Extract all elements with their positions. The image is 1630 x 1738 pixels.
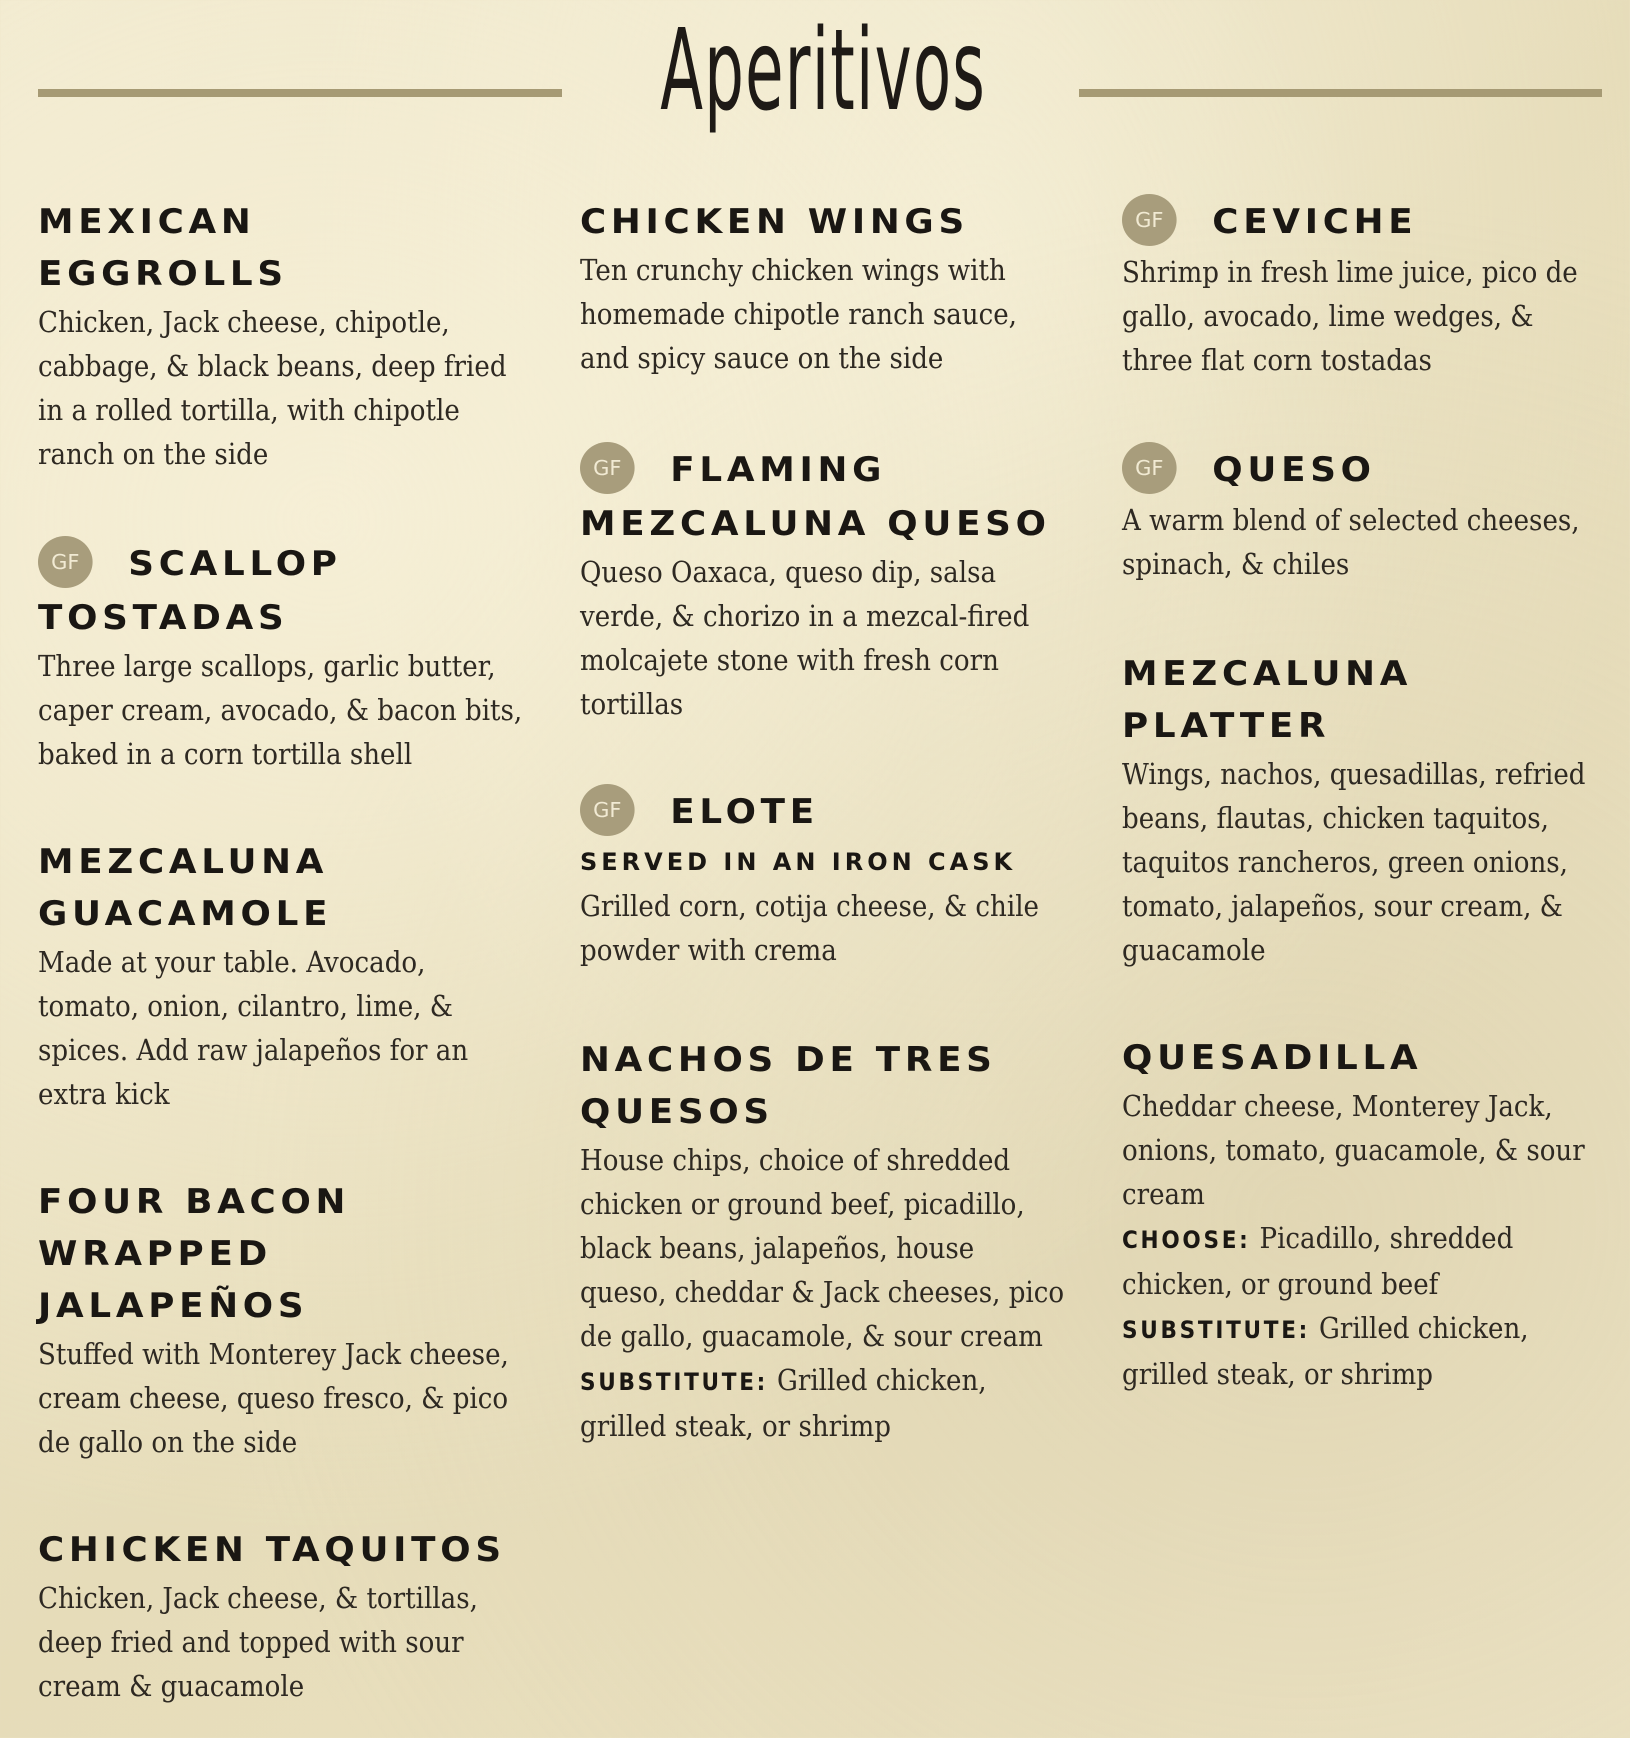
menu-item-quesadilla xyxy=(1122,1032,1612,1396)
menu-item-chicken-wings xyxy=(580,196,1070,380)
menu-item-nachos-de-tres-quesos xyxy=(580,1034,1070,1448)
menu-item-bacon-wrapped-jalapenos xyxy=(38,1176,528,1464)
item-description: Stuffed with Monterey Jack cheese, cream cheese, queso fresco, & pico de gallo on the side xyxy=(38,1337,509,1459)
item-name: MEXICAN EGGROLLS xyxy=(38,202,288,294)
section-title: Aperitivos xyxy=(660,6,987,136)
header-rule-left xyxy=(38,89,562,97)
item-description: House chips, choice of shredded chicken or ground beef, picadillo, black beans, jalapeños, house queso, cheddar & Jack cheeses, pico de gallo, guacamole, & sour cream xyxy=(580,1143,1065,1353)
menu-item-mezcaluna-platter xyxy=(1122,648,1612,972)
menu-item-chicken-taquitos xyxy=(38,1524,528,1708)
item-name: QUESADILLA xyxy=(1122,1038,1423,1078)
item-name: GF ELOTE xyxy=(580,786,1095,840)
note-text: Picadillo, shredded chicken, or ground beef xyxy=(1122,1221,1514,1301)
gluten-free-badge-icon: GF xyxy=(580,442,635,494)
menu-item-ceviche xyxy=(1122,196,1612,382)
item-description: Grilled corn, cotija cheese, & chile powder with crema xyxy=(580,888,1039,967)
menu-item-queso xyxy=(1122,444,1612,586)
item-substitute-note xyxy=(1122,1306,1608,1396)
item-name: GF FLAMING MEZCALUNA QUESO xyxy=(580,444,1095,550)
item-name: FOUR BACON WRAPPED JALAPEÑOS xyxy=(38,1182,351,1326)
item-description: Cheddar cheese, Monterey Jack, onions, tomato, guacamole, & sour cream xyxy=(1122,1089,1585,1211)
item-description: Chicken, Jack cheese, & tortillas, deep fried and topped with sour cream & guacamole xyxy=(38,1581,478,1703)
item-name: CHICKEN WINGS xyxy=(580,202,969,242)
item-name: MEZCALUNA GUACAMOLE xyxy=(38,842,333,934)
menu-item-mezcaluna-guacamole xyxy=(38,836,528,1116)
item-name: NACHOS DE TRES QUESOS xyxy=(580,1040,997,1132)
gluten-free-badge-icon: GF xyxy=(38,536,93,588)
item-description: Three large scallops, garlic butter, caper cream, avocado, & bacon bits, baked in a corn tortilla shell xyxy=(38,648,523,771)
gluten-free-badge-icon: GF xyxy=(1122,194,1177,246)
item-description: Wings, nachos, quesadillas, refried beans, flautas, chicken taquitos, taquitos rancheros, green onions, tomato, jalapeños, sour cream, & guacamole xyxy=(1122,757,1586,967)
menu-header xyxy=(0,0,1630,150)
menu-item-scallop-tostadas xyxy=(38,538,528,776)
header-rule-right xyxy=(1079,89,1602,97)
item-name: CHICKEN TAQUITOS xyxy=(38,1530,506,1570)
menu-item-elote xyxy=(580,786,1070,972)
note-label: SUBSTITUTE: xyxy=(1122,1316,1310,1344)
item-subtitle: SERVED IN AN IRON CASK xyxy=(580,847,1017,876)
item-description: A warm blend of selected cheeses, spinach, & chiles xyxy=(1122,502,1580,581)
item-name: GF SCALLOP TOSTADAS xyxy=(38,538,553,644)
item-name: GF CEVICHE xyxy=(1122,196,1630,250)
item-description: Made at your table. Avocado, tomato, onion, cilantro, lime, & spices. Add raw jalapeños for an extra kick xyxy=(38,945,469,1111)
note-label: SUBSTITUTE: xyxy=(580,1368,768,1396)
item-description: Chicken, Jack cheese, chipotle, cabbage, & black beans, deep fried in a rolled tortilla, with chipotle ranch on the side xyxy=(38,305,507,471)
item-choose-note xyxy=(1122,1216,1608,1306)
gluten-free-badge-icon: GF xyxy=(580,784,635,836)
menu-item-mexican-eggrolls xyxy=(38,196,528,476)
note-text: Grilled chicken, grilled steak, or shrimp xyxy=(1122,1311,1529,1391)
menu-item-flaming-mezcaluna-queso xyxy=(580,444,1070,726)
note-text: Grilled chicken, grilled steak, or shrimp xyxy=(580,1363,987,1443)
item-name: GF QUESO xyxy=(1122,444,1630,498)
note-label: CHOOSE: xyxy=(1122,1226,1251,1254)
item-description: Shrimp in fresh lime juice, pico de gallo, avocado, lime wedges, & three flat corn tostadas xyxy=(1122,254,1578,377)
gluten-free-badge-icon: GF xyxy=(1122,442,1177,494)
item-description: Ten crunchy chicken wings with homemade chipotle ranch sauce, and spicy sauce on the side xyxy=(580,253,1017,375)
item-description: Queso Oaxaca, queso dip, salsa verde, & chorizo in a mezcal-fired molcajete stone with fresh corn tortillas xyxy=(580,554,1030,721)
item-name: MEZCALUNA PLATTER xyxy=(1122,654,1413,746)
item-substitute-note xyxy=(580,1358,1066,1448)
